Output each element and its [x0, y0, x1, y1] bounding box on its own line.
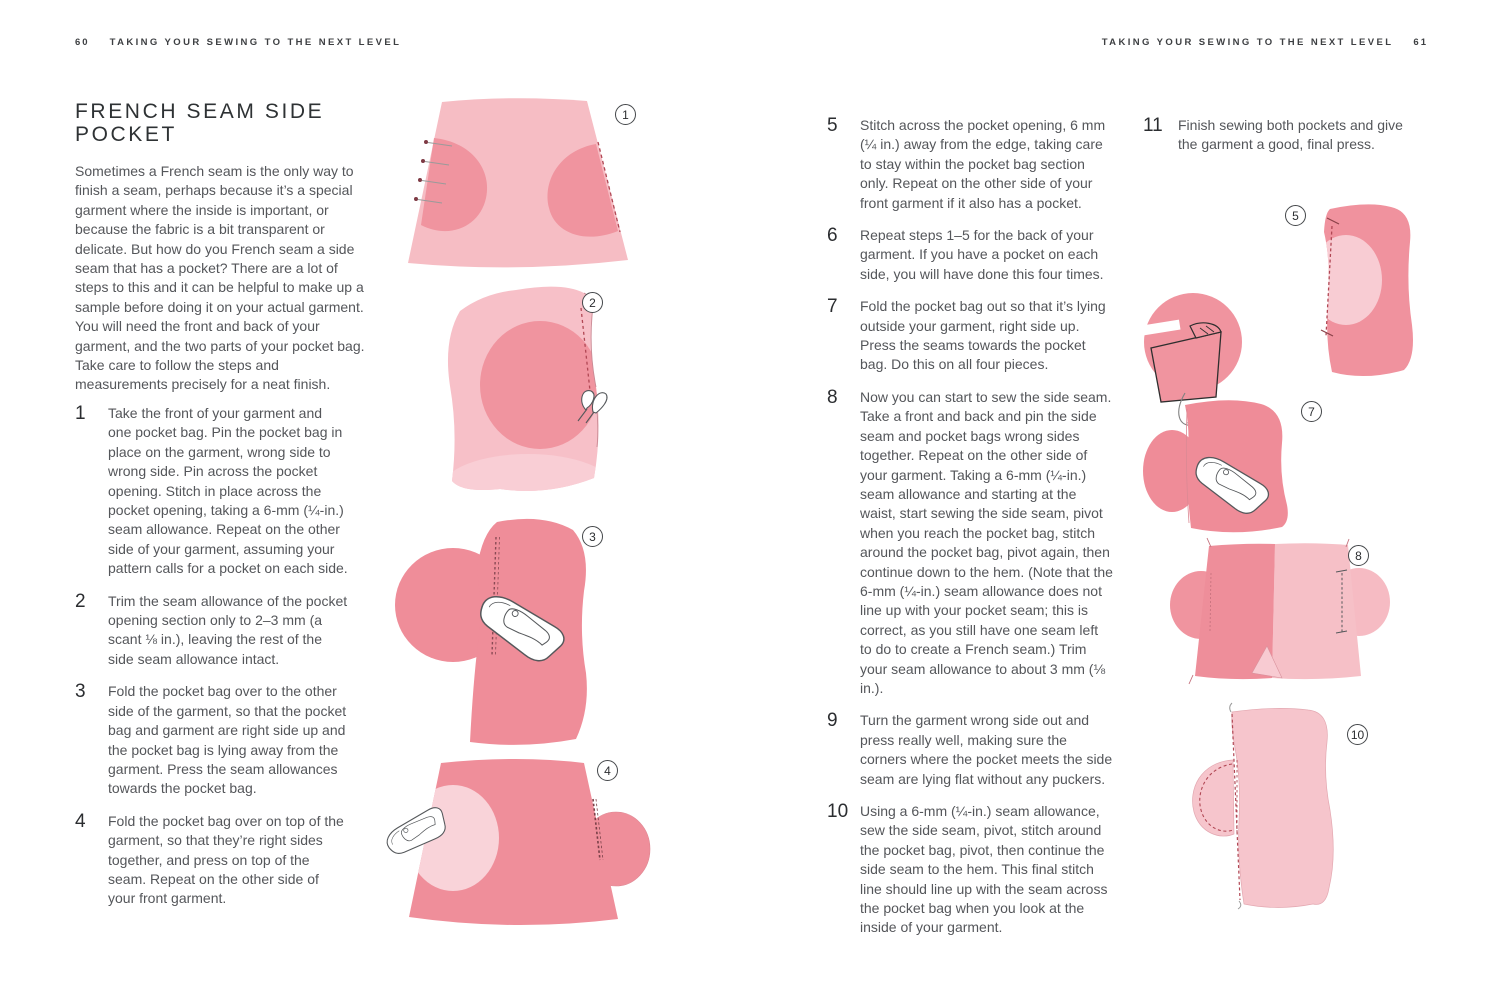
- steps-left: [75, 404, 353, 909]
- step-2-text: Trim the seam allowance of the pocket opening section only to 2–3 mm (a scant ⅛ in.), leaving the rest of the side seam allowance intact.: [108, 592, 348, 667]
- step-2: [75, 592, 353, 670]
- step-2-number: 2: [75, 590, 86, 612]
- intro-paragraph: Sometimes a French seam is the only way to finish a seam, perhaps because it’s a special garment where the inside is important, or because the fabric is a bit transparent or delicate. But how do you French seam a side seam that has a pocket? There are a lot of steps to this and it can be helpful to make up a sample before doing it on your actual garment. You will need the front and back of your garment, and the two parts of your pocket bag. Take care to follow the steps and measurements precisely for a neat finish.: [75, 163, 365, 393]
- figure-4: [383, 752, 663, 927]
- page-title: [75, 100, 324, 146]
- step-1-number: 1: [75, 403, 86, 424]
- running-header-left: [75, 37, 401, 48]
- step-9: [827, 711, 1113, 789]
- step-3-text: Fold the pocket bag over to the other side of the garment, so that the pocket bag and garment are right side up and the pocket bag is lying away from the garment. Press the seam allowances towards the pocket bag.: [108, 683, 347, 797]
- figure-5: [1283, 200, 1423, 380]
- step-10-number: 10: [827, 801, 849, 822]
- step-7: [827, 297, 1113, 375]
- step-5: [827, 116, 1113, 213]
- figure-3: [393, 513, 655, 748]
- step-11-text: Finish sewing both pockets and give the garment a good, final press.: [1178, 117, 1403, 153]
- figure-10-illustration: [1180, 700, 1355, 930]
- figure-5-illustration: [1283, 200, 1423, 380]
- page-number-right: 61: [1413, 37, 1428, 48]
- figure-7-illustration: [1135, 395, 1310, 535]
- step-5-number: 5: [827, 115, 838, 136]
- step-9-text: Turn the garment wrong side out and press really well, making sure the corners where the pocket meets the side seam are lying flat without any puckers.: [860, 712, 1113, 787]
- page-number-left: 60: [75, 37, 90, 48]
- figure-7-label: 7: [1301, 401, 1322, 422]
- figure-5-label: 5: [1285, 205, 1306, 226]
- step-4: [75, 812, 353, 909]
- step-4-text: Fold the pocket bag over on top of the garment, so that they’re right sides together, and press on top of the seam. Repeat on the other side of your front garment.: [108, 812, 344, 907]
- steps-right-col2: [1143, 116, 1428, 155]
- step-11: [1143, 116, 1428, 155]
- figure-2: [428, 282, 656, 504]
- figure-10-label: 10: [1347, 724, 1368, 745]
- step-7-text: Fold the pocket bag out so that it’s lying outside your garment, right side up. Press the seams towards the pocket bag. Do this on all four pieces.: [860, 298, 1106, 373]
- step-9-number: 9: [827, 710, 838, 732]
- figure-7: [1135, 395, 1310, 535]
- figure-2-illustration: [428, 282, 656, 504]
- step-8: [827, 388, 1113, 699]
- step-10: [827, 802, 1113, 938]
- thread-tail: [1238, 901, 1241, 909]
- step-6: [827, 226, 1113, 284]
- thread-tail: [1230, 703, 1232, 712]
- step-5-text: Stitch across the pocket opening, 6 mm (¼ in.) away from the edge, taking care to stay within the pocket bag section only. Repeat on the other side of your front garment if it also has a pocket.: [860, 117, 1106, 211]
- figure-4-illustration: [383, 752, 663, 927]
- figure-3-label: 3: [582, 526, 603, 547]
- step-4-number: 4: [75, 810, 86, 832]
- step-7-number: 7: [827, 296, 838, 318]
- figure-10: [1180, 700, 1355, 930]
- step-3-number: 3: [75, 681, 86, 703]
- figure-4-label: 4: [597, 760, 618, 781]
- step-1: [75, 404, 353, 579]
- running-header-right-text: TAKING YOUR SEWING TO THE NEXT LEVEL: [1101, 37, 1394, 48]
- step-11-number: 11: [1143, 115, 1163, 136]
- step-1-text: Take the front of your garment and one pocket bag. Pin the pocket bag in place on the garment, wrong side to wrong side. Pin across the pocket opening. Stitch in place across the pocket opening, taking a 6-mm (¼-in.) seam allowance. Repeat on the other side of your garment, assuming your pattern calls for a pocket on each side.: [108, 405, 348, 577]
- step-8-text: Now you can start to sew the side seam. Take a front and back and pin the side seam and pocket bags wrong sides together. Repeat on the other side of your garment. Taking a 6-mm (¼-in.) seam allowance and starting at the waist, start sewing the side seam, pivot when you reach the pocket bag, stitch around the pocket bag, pivot again, then continue down to the hem. (Note that the 6-mm (¼-in.) seam allowance does not line up with your pocket seam; this is correct, as you still have one seam left to do to create a French seam.) Trim your seam allowance to about 3 mm (⅛ in.).: [860, 388, 1113, 696]
- steps-right: [827, 116, 1113, 938]
- page-title-line1: FRENCH SEAM SIDE: [75, 100, 325, 123]
- figure-1-label: 1: [615, 104, 636, 125]
- step-8-number: 8: [827, 386, 838, 408]
- step-3: [75, 682, 353, 798]
- step-6-number: 6: [827, 225, 838, 247]
- page-title-line2: POCKET: [75, 123, 177, 146]
- figure-3-illustration: [393, 513, 655, 748]
- running-header-left-text: TAKING YOUR SEWING TO THE NEXT LEVEL: [109, 37, 402, 48]
- figure-8-label: 8: [1348, 545, 1369, 566]
- running-header-right: [1102, 37, 1428, 48]
- step-6-text: Repeat steps 1–5 for the back of your garment. If you have a pocket on each side, you will have done this four times.: [860, 227, 1104, 282]
- step-10-text: Using a 6-mm (¼-in.) seam allowance, sew the side seam, pivot, stitch around the pocket bag, pivot, then continue the side seam to the hem. This final stitch line should line up with the seam across the pocket bag when you look at the inside of your garment.: [860, 803, 1108, 936]
- figure-2-label: 2: [582, 292, 603, 313]
